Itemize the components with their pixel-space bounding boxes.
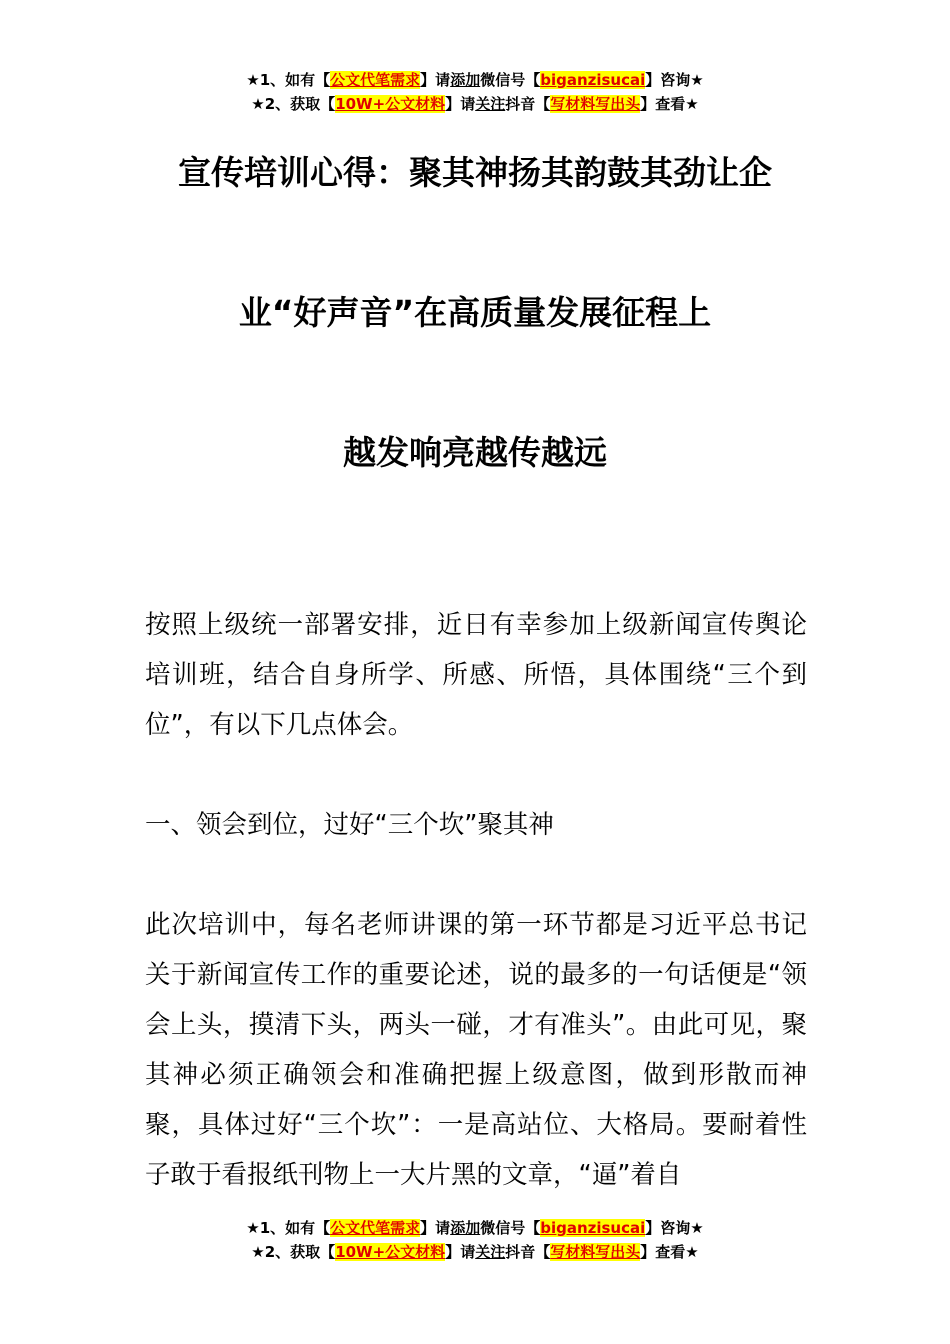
banner-highlight: biganzisucai xyxy=(540,1219,646,1237)
banner-text: 】请 xyxy=(420,1219,451,1237)
banner-highlight: 公文代笔需求 xyxy=(330,71,421,89)
section-heading: 一、领会到位，过好“三个坎”聚其神 xyxy=(145,810,554,840)
banner-highlight: 10W+公文材料 xyxy=(335,1243,446,1261)
banner-emphasis: 关注 xyxy=(475,1243,506,1261)
title-line-3: 越发响亮越传越远 xyxy=(343,433,607,472)
banner-text: ★1、如有【 xyxy=(246,71,331,89)
banner-text: 】请 xyxy=(445,1243,476,1261)
banner-text: ★1、如有【 xyxy=(246,1219,331,1237)
header-banner xyxy=(0,68,950,116)
banner-text: 抖音【 xyxy=(505,95,551,113)
banner-emphasis: 添加 xyxy=(450,1219,481,1237)
banner-line-2 xyxy=(0,92,950,116)
body-paragraph: 此次培训中，每名老师讲课的第一环节都是习近平总书记关于新闻宣传工作的重要论述，说的最多的一句话便是“领会上头，摸清下头，两头一碰，才有准头”。由此可见，聚其神必须正确领会和准确把握上级意图，做到形散而神聚，具体过好“三个坎”：一是高站位、大格局。要耐着性子敢于看报纸刊物上一大片黑的文章，“逼”着自 xyxy=(145,910,807,1190)
banner-text: 抖音【 xyxy=(505,1243,551,1261)
banner-highlight: 写材料写出头 xyxy=(550,1243,641,1261)
banner-line-1 xyxy=(0,1216,950,1240)
banner-line-2 xyxy=(0,1240,950,1264)
banner-text: 】咨询★ xyxy=(645,1219,704,1237)
banner-highlight: biganzisucai xyxy=(540,71,646,89)
banner-highlight: 10W+公文材料 xyxy=(335,95,446,113)
banner-emphasis: 添加 xyxy=(450,71,481,89)
banner-text: 微信号【 xyxy=(480,71,541,89)
banner-text: ★2、获取【 xyxy=(251,95,336,113)
banner-highlight: 公文代笔需求 xyxy=(330,1219,421,1237)
banner-line-1 xyxy=(0,68,950,92)
intro-paragraph: 按照上级统一部署安排，近日有幸参加上级新闻宣传舆论培训班，结合自身所学、所感、所悟，具体围绕“三个到位”，有以下几点体会。 xyxy=(145,610,807,740)
title-line-2: 业“好声音”在高质量发展征程上 xyxy=(238,293,712,332)
banner-text: 】请 xyxy=(420,71,451,89)
banner-text: 】查看★ xyxy=(640,1243,699,1261)
document-body xyxy=(145,600,807,1200)
footer-banner xyxy=(0,1216,950,1264)
banner-text: 】咨询★ xyxy=(645,71,704,89)
banner-text: 】请 xyxy=(445,95,476,113)
banner-text: ★2、获取【 xyxy=(251,1243,336,1261)
banner-text: 】查看★ xyxy=(640,95,699,113)
banner-emphasis: 关注 xyxy=(475,95,506,113)
title-line-1: 宣传培训心得：聚其神扬其韵鼓其劲让企 xyxy=(178,153,772,192)
banner-text: 微信号【 xyxy=(480,1219,541,1237)
document-title xyxy=(0,140,950,560)
banner-highlight: 写材料写出头 xyxy=(550,95,641,113)
